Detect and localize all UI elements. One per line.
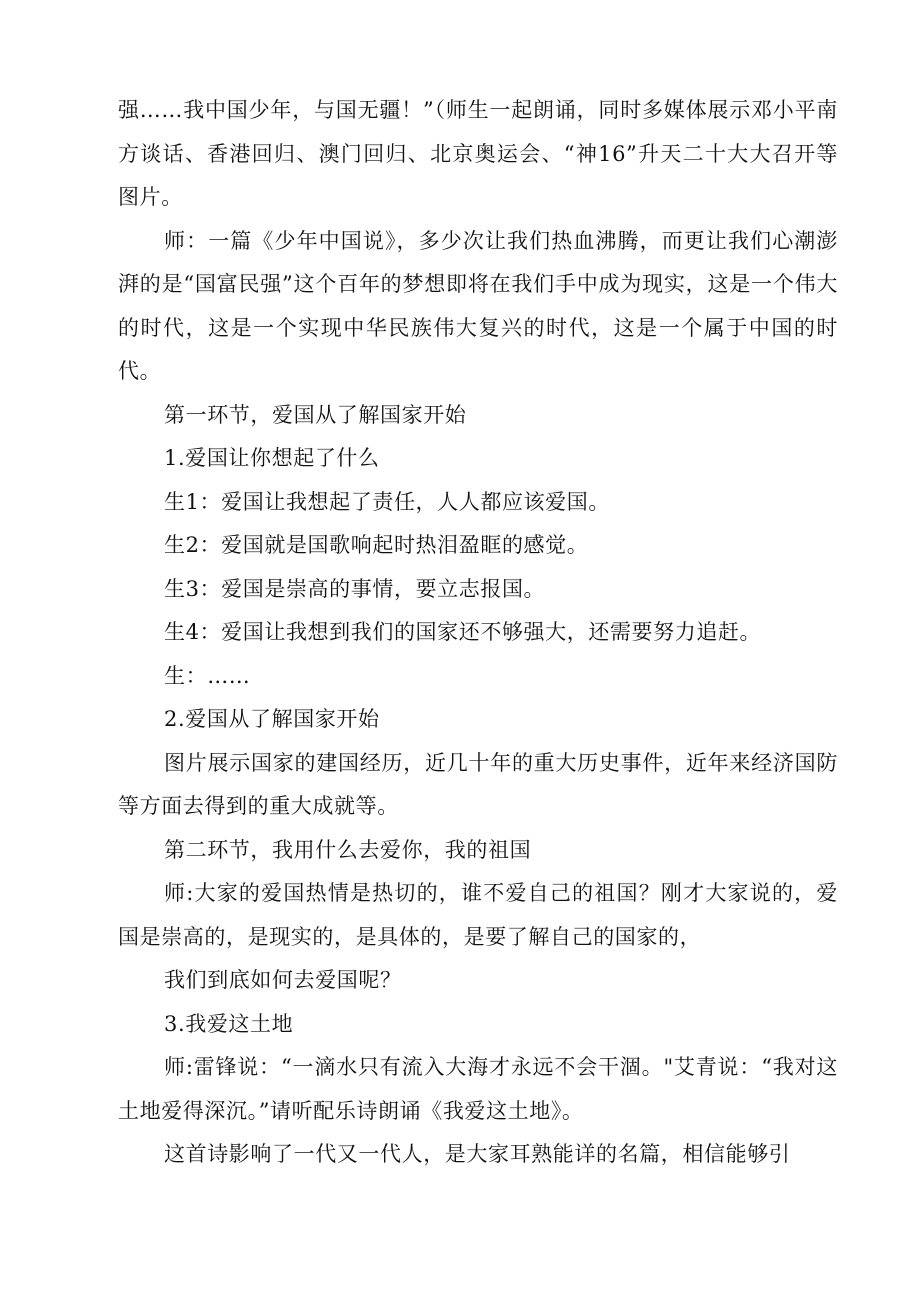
paragraph: 师:大家的爱国热情是热切的，谁不爱自己的祖国？刚才大家说的，爱国是崇高的，是现实的，是具体的，是要了解自己的国家的， [118,881,838,949]
paragraph: 强……我中国少年，与国无疆！”（师生一起朗诵，同时多媒体展示邓小平南方谈话、香港回归、澳门回归、北京奥运会、“神16”升天二十大大召开等图片。 [118,98,838,209]
paragraph: 图片展示国家的建国经历，近几十年的重大历史事件，近年来经济国防等方面去得到的重大成就等。 [118,750,838,818]
paragraph: 生2：爱国就是国歌响起时热泪盈眶的感觉。 [164,533,589,557]
document-body [118,89,838,1177]
subsection-heading: 2.爱国从了解国家开始 [164,707,380,731]
paragraph: 生4：爱国让我想到我们的国家还不够强大，还需要努力追赶。 [164,620,762,644]
section-heading: 第二环节，我用什么去爱你，我的祖国 [164,837,532,862]
paragraph: 师：一篇《少年中国说》，多少次让我们热血沸腾，而更让我们心潮澎湃的是“国富民强”这个百年的梦想即将在我们手中成为现实，这是一个伟大的时代，这是一个实现中华民族伟大复兴的时代，这是一个属于中国的时代。 [118,228,838,383]
paragraph: 生：…… [164,663,251,688]
paragraph: 这首诗影响了一代又一代人，是大家耳熟能详的名篇，相信能够引 [164,1142,791,1166]
paragraph: 师:雷锋说：“一滴水只有流入大海才永远不会干涸。"艾青说：“我对这土地爱得深沉。”请听配乐诗朗诵《我爱这土地》。 [118,1055,838,1123]
paragraph: 我们到底如何去爱国呢？ [164,968,402,992]
section-heading: 第一环节，爱国从了解国家开始 [164,402,467,427]
subsection-heading: 1.爱国让你想起了什么 [164,446,380,470]
paragraph: 生3：爱国是崇高的事情，要立志报国。 [164,576,546,601]
subsection-heading: 3.我爱这土地 [164,1011,294,1036]
paragraph: 生1：爱国让我想起了责任，人人都应该爱国。 [164,489,610,514]
